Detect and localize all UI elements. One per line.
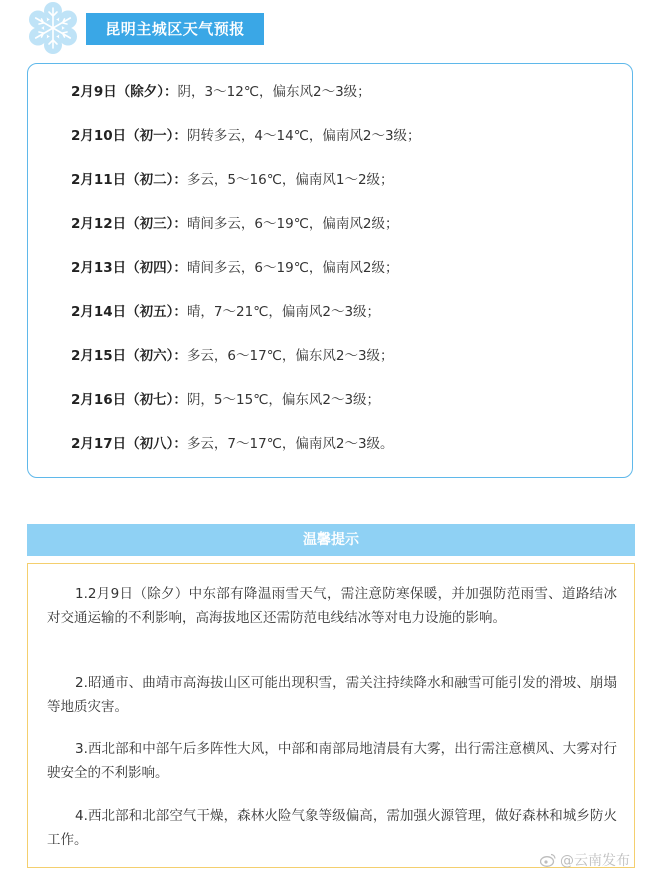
forecast-date: 2月16日（初七）：	[71, 392, 187, 408]
forecast-date: 2月14日（初五）：	[71, 304, 187, 320]
forecast-date: 2月9日（除夕）：	[71, 84, 178, 100]
tip-paragraph: 4.西北部和北部空气干燥，森林火险气象等级偏高，需加强火源管理，做好森林和城乡防火工作。	[47, 808, 617, 848]
forecast-detail: 多云，5～16℃，偏南风1～2级；	[186, 172, 394, 188]
tip-paragraph: 1.2月9日（除夕）中东部有降温雨雪天气，需注意防寒保暖，并加强防范雨雪、道路结冰对交通运输的不利影响，高海拔地区还需防范电线结冰等对电力设施的影响。	[47, 586, 617, 626]
page-title: 昆明主城区天气预报	[86, 13, 264, 45]
forecast-date: 2月10日（初一）：	[71, 128, 187, 144]
forecast-detail: 多云，6～17℃，偏东风2～3级；	[186, 348, 394, 364]
tip-paragraph: 2.昭通市、曲靖市高海拔山区可能出现积雪，需关注持续降水和融雪可能引发的滑坡、崩塌等地质灾害。	[47, 675, 617, 715]
watermark	[540, 850, 630, 870]
tip-paragraph: 3.西北部和中部午后多阵性大风，中部和南部局地清晨有大雾，出行需注意横风、大雾对行驶安全的不利影响。	[47, 741, 617, 781]
forecast-date: 2月15日（初六）：	[71, 348, 187, 364]
forecast-row	[71, 390, 380, 410]
forecast-row	[71, 302, 380, 322]
forecast-row	[71, 214, 398, 234]
forecast-detail: 晴，7～21℃，偏南风2～3级；	[186, 304, 381, 320]
forecast-detail: 多云，7～17℃，偏南风2～3级。	[186, 436, 394, 452]
forecast-date: 2月17日（初八）：	[71, 436, 187, 452]
forecast-date: 2月12日（初三）：	[71, 216, 187, 232]
weibo-icon	[540, 853, 556, 867]
forecast-detail: 阴转多云，4～14℃，偏南风2～3级；	[186, 128, 421, 144]
snowflake-icon	[24, 2, 82, 54]
forecast-detail: 晴间多云，6～19℃，偏南风2级；	[186, 260, 399, 276]
forecast-row	[71, 258, 398, 278]
forecast-row	[71, 346, 394, 366]
watermark-text: @云南发布	[560, 853, 630, 869]
forecast-row	[71, 170, 394, 190]
forecast-detail: 阴，3～12℃，偏东风2～3级；	[177, 84, 371, 100]
forecast-row	[71, 126, 421, 146]
forecast-detail: 晴间多云，6～19℃，偏南风2级；	[186, 216, 399, 232]
forecast-detail: 阴，5～15℃，偏东风2～3级；	[186, 392, 381, 408]
forecast-date: 2月11日（初二）：	[71, 172, 187, 188]
tips-title: 温馨提示	[27, 524, 635, 556]
forecast-date: 2月13日（初四）：	[71, 260, 187, 276]
forecast-row	[71, 82, 371, 102]
forecast-row	[71, 434, 394, 454]
